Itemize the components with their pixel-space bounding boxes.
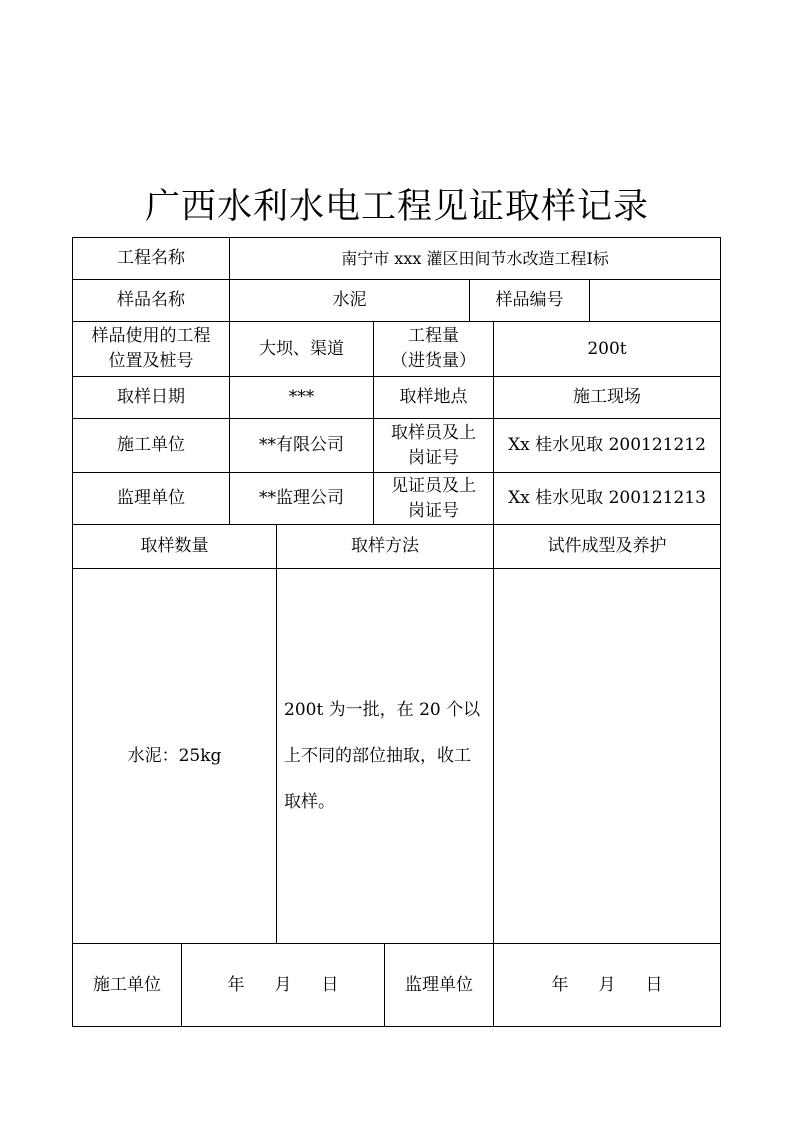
contractor-date-day: 日 <box>321 974 339 995</box>
sample-no-label: 样品编号 <box>469 279 590 322</box>
quantity-label-line1: 工程量 <box>408 326 459 346</box>
footer-supervisor-label: 监理单位 <box>384 943 494 1027</box>
sampler-cert-value: Xx 桂水见取 200121212 <box>493 418 721 473</box>
witness-cert-value: Xx 桂水见取 200121213 <box>493 472 721 525</box>
witness-label-line2: 岗证号 <box>408 500 459 521</box>
supervisor-date-day: 日 <box>645 974 663 995</box>
contractor-date-year: 年 <box>227 974 245 995</box>
quantity-label-line2: （进货量） <box>391 351 476 371</box>
use-location-label-line2: 位置及桩号 <box>108 351 194 371</box>
use-location-label-line1: 样品使用的工程 <box>91 326 211 346</box>
sampling-place-label: 取样地点 <box>373 376 494 419</box>
curing-value <box>493 568 721 944</box>
use-location-value: 大坝、渠道 <box>229 321 374 377</box>
footer-contractor-label: 施工单位 <box>72 943 182 1027</box>
project-name-value: 南宁市 xxx 灌区田间节水改造工程Ⅰ标 <box>229 237 721 280</box>
use-location-label <box>72 321 230 377</box>
sampling-date-label: 取样日期 <box>72 376 230 419</box>
supervisor-value: **监理公司 <box>229 472 374 525</box>
quantity-label <box>373 321 494 377</box>
witness-label <box>373 472 494 525</box>
supervisor-date-month: 月 <box>598 974 616 995</box>
curing-header: 试件成型及养护 <box>493 524 721 569</box>
contractor-value: **有限公司 <box>229 418 374 473</box>
contractor-label: 施工单位 <box>72 418 230 473</box>
page-title: 广西水利水电工程见证取样记录 <box>144 187 649 227</box>
footer-supervisor-date <box>493 943 721 1027</box>
quantity-value: 200t <box>493 321 721 377</box>
project-name-label: 工程名称 <box>72 237 230 280</box>
sampling-place-value: 施工现场 <box>493 376 721 419</box>
footer-contractor-date <box>181 943 385 1027</box>
sampler-label <box>373 418 494 473</box>
sampler-label-line1: 取样员及上 <box>391 422 476 443</box>
contractor-date-month: 月 <box>274 974 292 995</box>
sampler-label-line2: 岗证号 <box>408 447 459 468</box>
sample-name-label: 样品名称 <box>72 279 230 322</box>
supervisor-date-year: 年 <box>551 974 569 995</box>
sampling-method-value: 200t 为一批，在 20 个以上不同的部位抽取，收工取样。 <box>276 568 494 944</box>
sample-name-value: 水泥 <box>229 279 470 322</box>
sample-quantity-value: 水泥：25kg <box>72 568 277 944</box>
sample-quantity-header: 取样数量 <box>72 524 277 569</box>
sampling-date-value: *** <box>229 376 374 419</box>
supervisor-label: 监理单位 <box>72 472 230 525</box>
sampling-method-header: 取样方法 <box>276 524 494 569</box>
sample-no-value <box>589 279 721 322</box>
witness-label-line1: 见证员及上 <box>391 475 476 496</box>
